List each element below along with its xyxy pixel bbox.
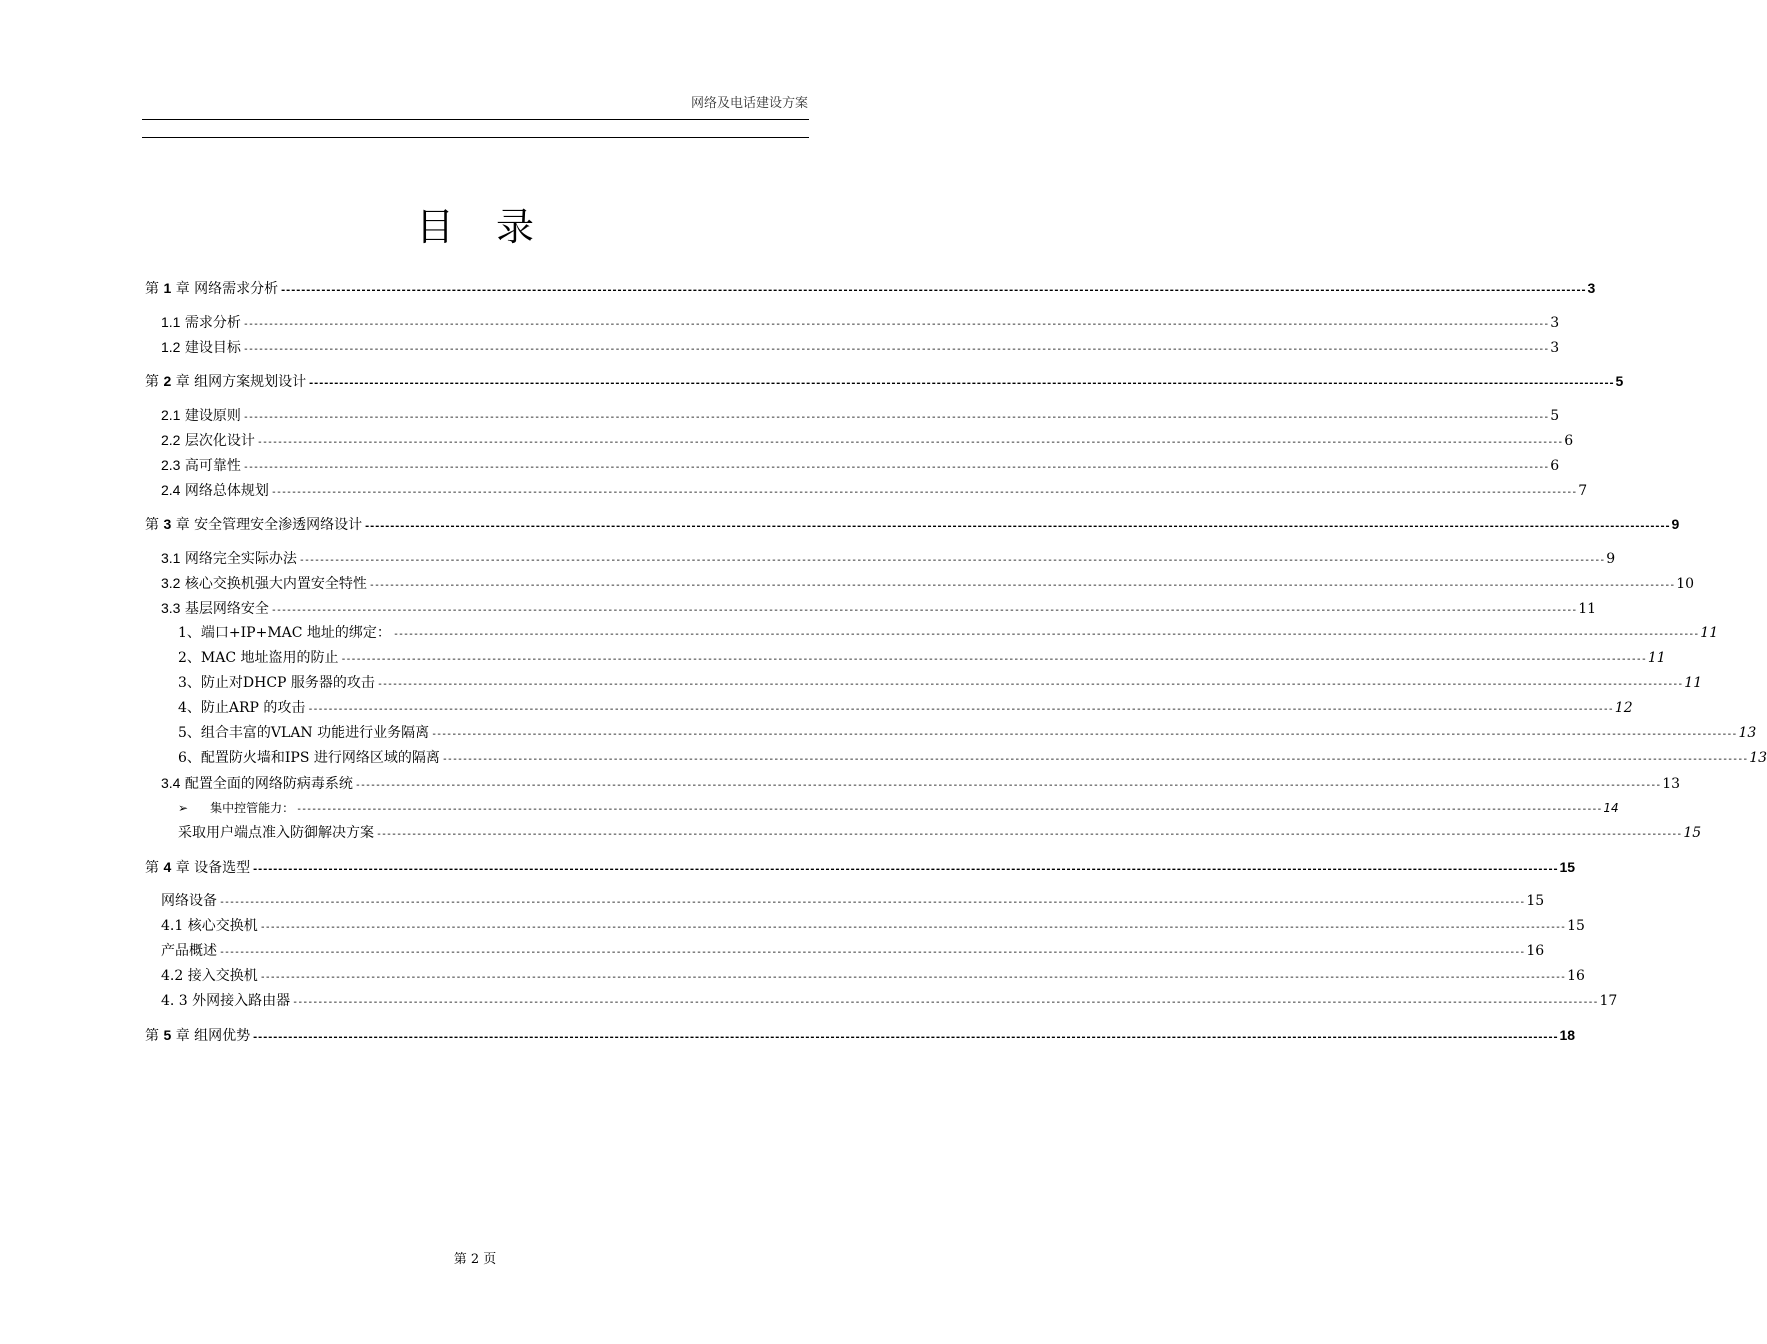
section-title: 建设原则 [180, 408, 241, 424]
toc-page-number: 6 [1564, 433, 1574, 449]
section-title: 配置全面的网络防病毒系统 [180, 776, 353, 792]
toc-page-number: 14 [1603, 801, 1619, 815]
dot-leader: -------------------------------------------------------------------------------------------------------------------------------------------------------------------------------------------------------------------------------------------------------------------- [354, 780, 1661, 791]
dot-leader: -------------------------------------------------------------------------------------------------------------------------------------------------------------------------------------------------------------------------------------------------------------------- [219, 947, 1525, 958]
toc-chapter-entry[interactable] [145, 277, 1596, 299]
item-title: 4. 3 外网接入路由器 [161, 993, 291, 1009]
toc-entry-label [145, 513, 362, 536]
toc-entry-label [161, 965, 258, 987]
toc-entry[interactable] [161, 336, 1560, 358]
item-title: 集中控管能力： [210, 801, 295, 815]
toc-entry-label [178, 622, 391, 644]
dot-leader: -------------------------------------------------------------------------------------------------------------------------------------------------------------------------------------------------------------------------------------------------------------------- [441, 754, 1748, 765]
item-title: 5、组合丰富的VLAN 功能进行业务隔离 [178, 725, 430, 741]
toc-entry-label [161, 336, 241, 359]
toc-entry-label [145, 277, 278, 300]
toc-entry[interactable] [161, 454, 1560, 476]
chapter-prefix: 第 [145, 281, 164, 297]
chapter-number: 4 [163, 859, 172, 875]
toc-entry-label [161, 429, 255, 452]
dot-leader: -------------------------------------------------------------------------------------------------------------------------------------------------------------------------------------------------------------------------------------------------------------------- [270, 605, 1577, 616]
page-footer: 第 2 页 [453, 1252, 497, 1267]
toc-page-number: 11 [1700, 625, 1719, 641]
dot-leader: -------------------------------------------------------------------------------------------------------------------------------------------------------------------------------------------------------------------------------------------------------------------- [376, 679, 1683, 690]
chapter-title: 章 网络需求分析 [171, 281, 279, 297]
toc-page-number: 16 [1526, 943, 1545, 959]
toc-page-number: 13 [1662, 776, 1681, 792]
toc-page-number: 17 [1599, 993, 1618, 1009]
toc-entry-label [161, 772, 353, 795]
dot-leader: -------------------------------------------------------------------------------------------------------------------------------------------------------------------------------------------------------------------------------------------------------------------- [242, 344, 1549, 355]
toc-page-number: 11 [1578, 601, 1597, 617]
section-number: 2.1 [161, 407, 181, 423]
toc-page-number: 12 [1614, 700, 1633, 716]
toc-title: 目录 [415, 205, 576, 249]
section-number: 2.2 [161, 432, 181, 448]
toc-page-number: 3 [1587, 280, 1596, 296]
section-number: 1.1 [161, 314, 181, 330]
item-title: 3、防止对DHCP 服务器的攻击 [178, 675, 375, 691]
item-title: 1、端口+IP+MAC 地址的绑定： [178, 625, 391, 641]
toc-entry[interactable] [161, 311, 1560, 333]
toc-page-number: 15 [1559, 859, 1576, 875]
toc-page-number: 16 [1567, 968, 1585, 984]
toc-entry[interactable] [161, 940, 1545, 962]
dot-leader: -------------------------------------------------------------------------------------------------------------------------------------------------------------------------------------------------------------------------------------------------------------------- [340, 654, 1646, 665]
toc-entry-label [178, 697, 305, 719]
item-title: 4.2 接入交换机 [161, 968, 258, 984]
section-title: 需求分析 [180, 315, 241, 331]
item-title: 产品概述 [161, 943, 217, 959]
toc-entry-label [161, 990, 290, 1012]
toc-entry-label [178, 722, 429, 744]
toc-entry-label [161, 454, 241, 477]
toc-page-number: 15 [1567, 918, 1585, 934]
toc-page-number: 6 [1550, 458, 1560, 474]
toc-entry[interactable] [161, 547, 1616, 569]
toc-page-number: 15 [1683, 825, 1702, 841]
section-title: 核心交换机强大内置安全特性 [180, 576, 367, 592]
toc-entry-label [145, 370, 306, 393]
toc-entry-label [145, 856, 250, 879]
toc-entry-label [161, 547, 297, 570]
section-number: 3.3 [161, 600, 181, 616]
section-number: 3.2 [161, 575, 181, 591]
dot-leader: -------------------------------------------------------------------------------------------------------------------------------------------------------------------------------------------------------------------------------------------------------------------- [259, 922, 1566, 933]
toc-entry[interactable] [161, 429, 1574, 451]
toc-page-number: 13 [1738, 725, 1757, 741]
toc-entry[interactable] [178, 622, 1719, 644]
chapter-number: 3 [163, 516, 172, 532]
toc-entry[interactable] [178, 797, 1619, 819]
toc-entry-label [178, 747, 440, 769]
chapter-prefix: 第 [145, 517, 164, 533]
toc-page-number: 9 [1671, 516, 1680, 532]
item-title: 采取用户端点准入防御解决方案 [178, 825, 374, 841]
dot-leader: -------------------------------------------------------------------------------------------------------------------------------------------------------------------------------------------------------------------------------------------------------------------- [364, 521, 1670, 532]
dot-leader: -------------------------------------------------------------------------------------------------------------------------------------------------------------------------------------------------------------------------------------------------------------------- [252, 864, 1558, 875]
section-number: 3.1 [161, 550, 181, 566]
section-title: 建设目标 [180, 340, 241, 356]
toc-chapter-entry[interactable] [145, 1024, 1576, 1046]
toc-entry[interactable] [178, 747, 1767, 769]
toc-entry-label [145, 1024, 250, 1047]
toc-entry-label [161, 915, 258, 937]
toc-page-number: 3 [1550, 315, 1560, 331]
item-title: 2、MAC 地址盗用的防止 [178, 650, 339, 666]
dot-leader: -------------------------------------------------------------------------------------------------------------------------------------------------------------------------------------------------------------------------------------------------------------------- [252, 1032, 1558, 1043]
dot-leader: -------------------------------------------------------------------------------------------------------------------------------------------------------------------------------------------------------------------------------------------------------------------- [392, 629, 1699, 640]
toc-chapter-entry[interactable] [145, 513, 1680, 535]
section-title: 基层网络安全 [180, 601, 269, 617]
toc-entry[interactable] [178, 672, 1703, 694]
chapter-prefix: 第 [145, 860, 164, 876]
chapter-number: 5 [163, 1027, 172, 1043]
dot-leader: -------------------------------------------------------------------------------------------------------------------------------------------------------------------------------------------------------------------------------------------------------------------- [259, 972, 1566, 983]
dot-leader: -------------------------------------------------------------------------------------------------------------------------------------------------------------------------------------------------------------------------------------------------------------------- [307, 704, 1613, 715]
toc-entry[interactable] [178, 722, 1757, 744]
toc-entry-label [178, 797, 294, 819]
dot-leader: -------------------------------------------------------------------------------------------------------------------------------------------------------------------------------------------------------------------------------------------------------------------- [376, 829, 1682, 840]
section-number: 2.3 [161, 457, 181, 473]
section-number: 2.4 [161, 482, 181, 498]
toc-page-number: 11 [1647, 650, 1666, 666]
toc-entry[interactable] [161, 965, 1585, 987]
dot-leader: -------------------------------------------------------------------------------------------------------------------------------------------------------------------------------------------------------------------------------------------------------------------- [242, 412, 1549, 423]
toc-entry-label [161, 479, 269, 502]
dot-leader: -------------------------------------------------------------------------------------------------------------------------------------------------------------------------------------------------------------------------------------------------------------------- [292, 997, 1598, 1008]
chapter-title: 章 设备选型 [171, 860, 251, 876]
toc-entry[interactable] [178, 697, 1633, 719]
item-title: 4、防止ARP 的攻击 [178, 700, 306, 716]
dot-leader: -------------------------------------------------------------------------------------------------------------------------------------------------------------------------------------------------------------------------------------------------------------------- [431, 729, 1737, 740]
toc-entry-label [161, 940, 217, 962]
toc-page-number: 15 [1526, 893, 1545, 909]
item-title: 6、配置防火墙和IPS 进行网络区域的隔离 [178, 750, 440, 766]
toc-entry[interactable] [161, 890, 1545, 912]
dot-leader: -------------------------------------------------------------------------------------------------------------------------------------------------------------------------------------------------------------------------------------------------------------------- [296, 804, 1602, 815]
toc-entry-label [178, 647, 339, 669]
toc-entry-label [178, 672, 375, 694]
toc-entry[interactable] [161, 772, 1681, 794]
dot-leader: -------------------------------------------------------------------------------------------------------------------------------------------------------------------------------------------------------------------------------------------------------------------- [308, 378, 1614, 389]
chapter-title: 章 组网优势 [171, 1028, 251, 1044]
dot-leader: -------------------------------------------------------------------------------------------------------------------------------------------------------------------------------------------------------------------------------------------------------------------- [280, 285, 1586, 296]
dot-leader: -------------------------------------------------------------------------------------------------------------------------------------------------------------------------------------------------------------------------------------------------------------------- [270, 487, 1577, 498]
section-title: 层次化设计 [180, 433, 255, 449]
toc-entry-label [161, 572, 367, 595]
toc-entry-label [161, 311, 241, 334]
toc-page-number: 9 [1606, 551, 1616, 567]
toc-page-number: 3 [1550, 340, 1560, 356]
dot-leader: -------------------------------------------------------------------------------------------------------------------------------------------------------------------------------------------------------------------------------------------------------------------- [368, 580, 1675, 591]
toc-entry-label [178, 822, 374, 844]
toc-chapter-entry[interactable] [145, 370, 1624, 392]
section-number: 3.4 [161, 775, 181, 791]
toc-entry[interactable] [161, 597, 1597, 619]
dot-leader: -------------------------------------------------------------------------------------------------------------------------------------------------------------------------------------------------------------------------------------------------------------------- [242, 462, 1549, 473]
toc-entry[interactable] [161, 479, 1588, 501]
chapter-title: 章 组网方案规划设计 [171, 374, 307, 390]
toc-entry[interactable] [178, 822, 1702, 844]
toc-entry[interactable] [178, 647, 1666, 669]
dot-leader: -------------------------------------------------------------------------------------------------------------------------------------------------------------------------------------------------------------------------------------------------------------------- [256, 437, 1563, 448]
toc-entry[interactable] [161, 990, 1618, 1012]
item-title: 网络设备 [161, 893, 217, 909]
toc-page-number: 13 [1749, 750, 1767, 766]
chapter-title: 章 安全管理安全渗透网络设计 [171, 517, 363, 533]
toc-page-number: 11 [1684, 675, 1703, 691]
toc-entry[interactable] [161, 915, 1585, 937]
section-title: 网络完全实际办法 [180, 551, 297, 567]
toc-chapter-entry[interactable] [145, 856, 1576, 878]
chapter-prefix: 第 [145, 374, 164, 390]
toc-entry[interactable] [161, 572, 1695, 594]
item-title: 4.1 核心交换机 [161, 918, 258, 934]
toc-page-number: 5 [1615, 373, 1624, 389]
chapter-prefix: 第 [145, 1028, 164, 1044]
toc-page-number: 7 [1578, 483, 1588, 499]
toc-entry-label [161, 597, 269, 620]
page-header-title: 网络及电话建设方案 [690, 96, 808, 111]
dot-leader: -------------------------------------------------------------------------------------------------------------------------------------------------------------------------------------------------------------------------------------------------------------------- [242, 319, 1549, 330]
section-title: 高可靠性 [180, 458, 241, 474]
toc-entry-label [161, 890, 217, 912]
toc-entry-label [161, 404, 241, 427]
bullet-arrow-icon: ➢ [178, 801, 189, 815]
dot-leader: -------------------------------------------------------------------------------------------------------------------------------------------------------------------------------------------------------------------------------------------------------------------- [219, 897, 1525, 908]
dot-leader: -------------------------------------------------------------------------------------------------------------------------------------------------------------------------------------------------------------------------------------------------------------------- [298, 555, 1605, 566]
section-title: 网络总体规划 [180, 483, 269, 499]
toc-page-number: 5 [1550, 408, 1560, 424]
toc-entry[interactable] [161, 404, 1560, 426]
toc-page-number: 18 [1559, 1027, 1576, 1043]
section-number: 1.2 [161, 339, 181, 355]
chapter-number: 1 [163, 280, 172, 296]
toc-page-number: 10 [1676, 576, 1695, 592]
chapter-number: 2 [163, 373, 172, 389]
